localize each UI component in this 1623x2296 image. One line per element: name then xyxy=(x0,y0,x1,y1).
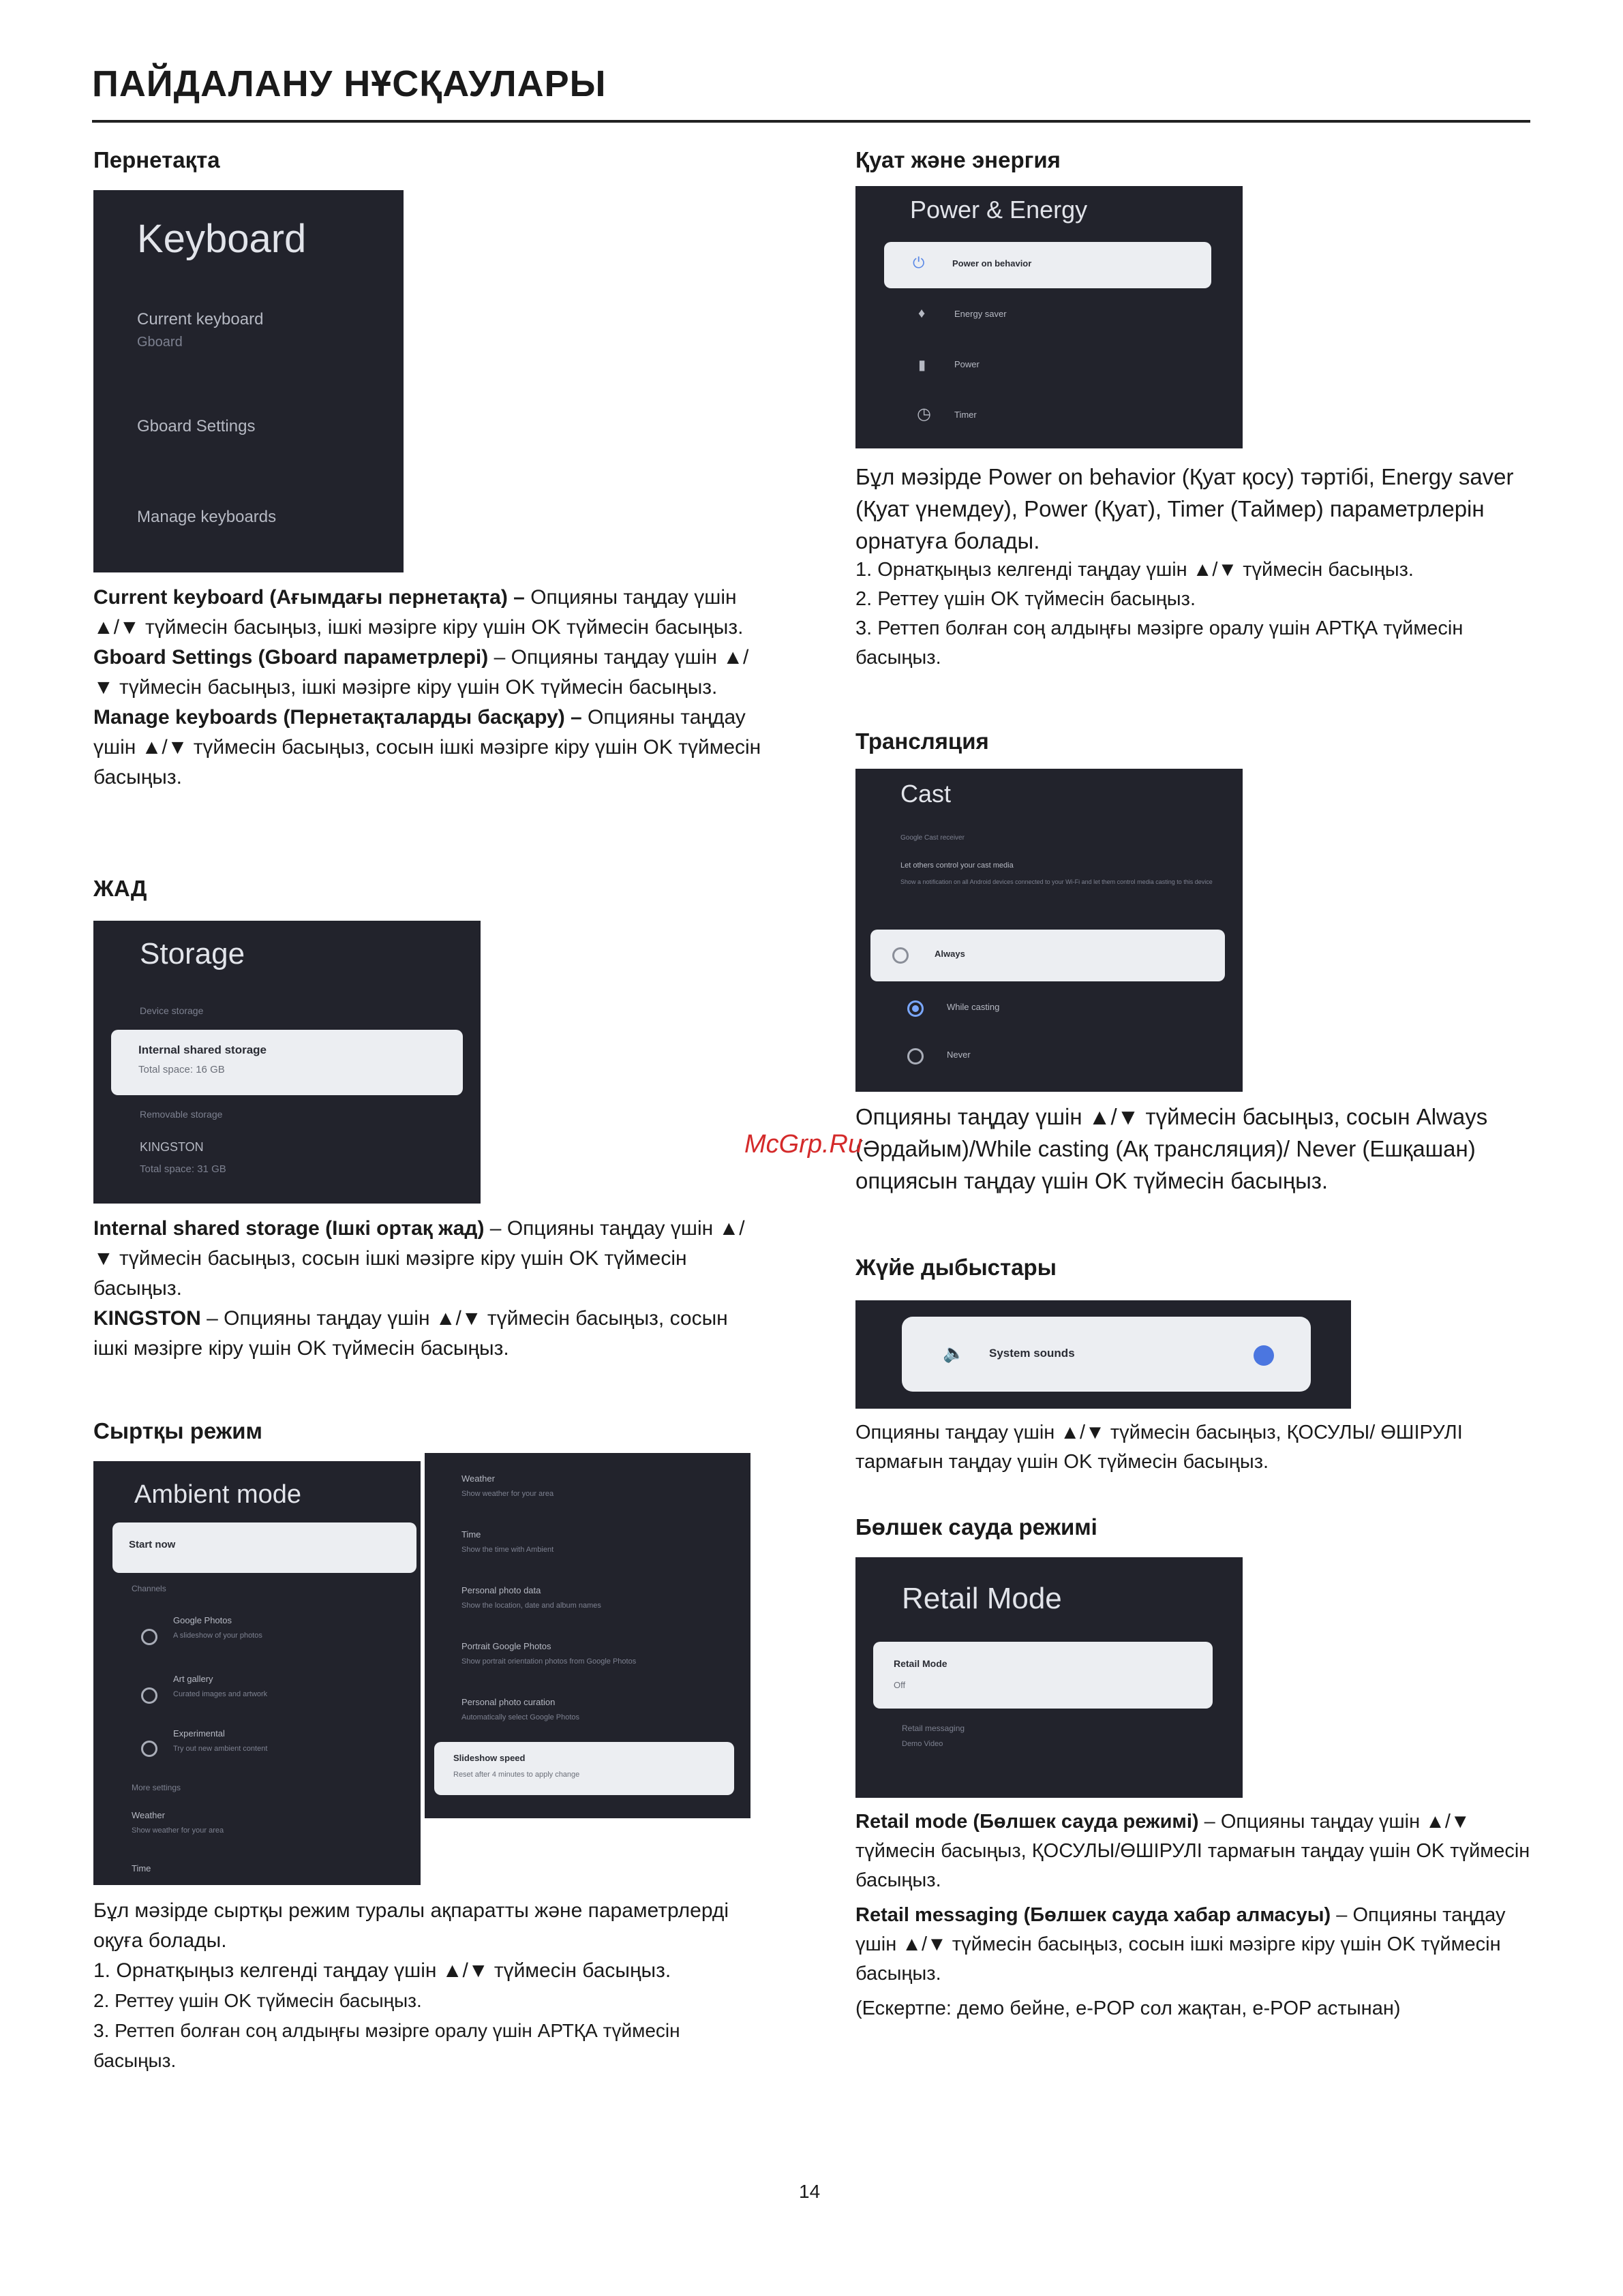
ambient-option-google-photos-radio[interactable] xyxy=(141,1629,157,1645)
storage-screen-title: Storage xyxy=(140,937,245,970)
retail-heading: Бөлшек сауда режимі xyxy=(855,1514,1097,1540)
ambient-option-google-photos[interactable]: Google Photos xyxy=(173,1615,232,1625)
ambient-right-photo-data[interactable]: Personal photo data xyxy=(461,1585,541,1595)
ambient-slideshow-speed-sub: Reset after 4 minutes to apply change xyxy=(453,1771,580,1779)
power-item-energy-saver[interactable]: Energy saver xyxy=(954,309,1007,319)
ambient-section-channels: Channels xyxy=(132,1584,166,1593)
ambient-step-3: 3. Реттеп болған соң алдыңғы мәзірге оралу үшін АРТҚА түймесін басыңыз. xyxy=(93,2020,680,2071)
retail-screenshot xyxy=(855,1557,1243,1798)
ambient-heading: Сыртқы режим xyxy=(93,1418,262,1443)
keyboard-p2-bold: Gboard Settings (Gboard параметрлері) xyxy=(93,646,489,669)
system-sounds-toggle[interactable] xyxy=(1254,1345,1274,1366)
power-steps xyxy=(855,555,1530,673)
ambient-screenshot-right xyxy=(425,1453,750,1818)
keyboard-p2-text: – Опцияны таңдау үшін ▲/▼ түймесін басыңыз, ішкі мәзірге кіру үшін OK түймесін басыңыз. xyxy=(93,646,749,699)
ambient-slideshow-speed-row[interactable] xyxy=(434,1742,734,1795)
retail-p1 xyxy=(855,1807,1530,1895)
cast-while-casting-radio[interactable] xyxy=(907,1000,924,1017)
retail-p1-bold: Retail mode (Бөлшек сауда режимі) xyxy=(855,1811,1199,1833)
retail-messaging-sub: Demo Video xyxy=(902,1740,943,1748)
retail-p1-text: – Опцияны таңдау үшін ▲/▼ түймесін басыңыз, ҚОСУЛЫ/ӨШІРУЛІ тармағын таңдау үшін OK түймесін басыңыз. xyxy=(855,1811,1530,1891)
ambient-right-weather[interactable]: Weather xyxy=(461,1473,495,1484)
storage-p2-text: – Опцияны таңдау үшін ▲/▼ түймесін басыңыз, сосын ішкі мәзірге кіру үшін OK түймесін басыңыз. xyxy=(93,1307,728,1360)
retail-screen-title: Retail Mode xyxy=(902,1582,1062,1615)
title-divider xyxy=(92,120,1530,123)
power-intro: Бұл мәзірде Power on behavior (Қуат қосу) тәртібі, Energy saver (Қуат үнемдеу), Power (Қуат), Timer (Таймер) параметрлерін орнатуға болады. xyxy=(855,464,1514,553)
cast-option-title: Let others control your cast media xyxy=(900,861,1014,870)
ambient-more-time[interactable]: Time xyxy=(132,1863,151,1873)
cast-never-label[interactable]: Never xyxy=(947,1050,971,1060)
storage-p1-text: – Опцияны таңдау үшін ▲/▼ түймесін басыңыз, сосын ішкі мәзірге кіру үшін OK түймесін басыңыз. xyxy=(93,1217,745,1300)
keyboard-screenshot xyxy=(93,190,404,572)
ambient-start-now-label: Start now xyxy=(129,1539,176,1550)
ambient-right-photo-data-sub: Show the location, date and album names xyxy=(461,1602,601,1610)
cast-screenshot xyxy=(855,769,1243,1092)
cast-screen-title: Cast xyxy=(900,780,952,808)
page-number: 14 xyxy=(799,2181,821,2202)
energy-saver-icon: ♦ xyxy=(918,306,926,321)
keyboard-p1-text: Опцияны таңдау үшін ▲/▼ түймесін басыңыз, ішкі мәзірге кіру үшін OK түймесін басыңыз. xyxy=(93,586,744,639)
timer-icon: ◷ xyxy=(917,405,931,423)
storage-selected-row[interactable] xyxy=(111,1030,463,1095)
keyboard-p2 xyxy=(93,643,761,703)
sounds-heading: Жүйе дыбыстары xyxy=(855,1255,1057,1280)
ambient-intro: Бұл мәзірде сыртқы режим туралы ақпаратты және параметрлерді оқуға болады. xyxy=(93,1899,729,1952)
ambient-option-experimental-radio[interactable] xyxy=(141,1741,157,1757)
ambient-slideshow-speed-label: Slideshow speed xyxy=(453,1753,526,1763)
retail-description xyxy=(855,1807,1530,2023)
power-screen-title: Power & Energy xyxy=(910,196,1088,224)
keyboard-item-current: Current keyboard xyxy=(137,310,264,328)
ambient-description xyxy=(93,1896,748,2076)
power-on-behavior-row[interactable] xyxy=(884,242,1211,288)
ambient-option-art-gallery[interactable]: Art gallery xyxy=(173,1674,213,1684)
cast-always-row[interactable] xyxy=(870,930,1225,981)
power-step-3: 3. Реттеп болған соң алдыңғы мәзірге оралу үшін АРТҚА түймесін басыңыз. xyxy=(855,617,1463,669)
cast-always-radio[interactable] xyxy=(892,947,909,964)
storage-p2 xyxy=(93,1304,748,1364)
ambient-start-now-row[interactable] xyxy=(112,1522,416,1573)
watermark: McGrp.Ru xyxy=(744,1130,863,1159)
cast-heading: Трансляция xyxy=(855,729,989,754)
power-plug-icon: ▮ xyxy=(918,358,926,373)
keyboard-item-gboard-settings: Gboard Settings xyxy=(137,417,256,435)
cast-never-radio[interactable] xyxy=(907,1048,924,1065)
ambient-right-portrait-sub: Show portrait orientation photos from Google Photos xyxy=(461,1657,637,1666)
power-on-behavior-label: Power on behavior xyxy=(952,258,1032,269)
cast-always-label: Always xyxy=(935,949,965,959)
ambient-step-2: 2. Реттеу үшін OK түймесін басыңыз. xyxy=(93,1990,422,2011)
storage-p1 xyxy=(93,1214,748,1304)
sounds-description: Опцияны таңдау үшін ▲/▼ түймесін басыңыз, ҚОСУЛЫ/ ӨШІРУЛІ тармағын таңдау үшін OK түймесін басыңыз. xyxy=(855,1422,1463,1473)
storage-selected-label: Internal shared storage xyxy=(138,1043,267,1056)
power-step-2: 2. Реттеу үшін OK түймесін басыңыз. xyxy=(855,588,1196,610)
system-sounds-row[interactable] xyxy=(902,1317,1311,1392)
ambient-step-1: 1. Орнатқыңыз келгенді таңдау үшін ▲/▼ түймесін басыңыз. xyxy=(93,1959,671,1982)
power-icon: ⏻ xyxy=(913,254,925,271)
storage-description xyxy=(93,1214,748,1364)
storage-screenshot xyxy=(93,921,481,1204)
keyboard-p1-bold: Current keyboard (Ағымдағы пернетақта) – xyxy=(93,586,525,609)
ambient-right-time[interactable]: Time xyxy=(461,1529,481,1540)
sounds-screenshot xyxy=(855,1300,1351,1409)
retail-mode-row[interactable] xyxy=(873,1642,1213,1709)
power-item-power[interactable]: Power xyxy=(954,359,980,369)
keyboard-item-manage: Manage keyboards xyxy=(137,508,277,526)
power-heading: Қуат және энергия xyxy=(855,147,1061,172)
ambient-option-experimental-sub: Try out new ambient content xyxy=(173,1745,268,1753)
ambient-section-more: More settings xyxy=(132,1783,181,1792)
ambient-more-weather-sub: Show weather for your area xyxy=(132,1826,224,1835)
sound-icon: 🔈 xyxy=(943,1343,965,1363)
keyboard-heading: Пернетақта xyxy=(93,147,220,172)
power-item-timer[interactable]: Timer xyxy=(954,410,977,420)
power-screenshot xyxy=(855,186,1243,448)
power-step-1: 1. Орнатқыңыз келгенді таңдау үшін ▲/▼ түймесін басыңыз. xyxy=(855,559,1414,581)
system-sounds-label: System sounds xyxy=(989,1347,1075,1360)
page-title: ПАЙДАЛАНУ НҰСҚАУЛАРЫ xyxy=(92,63,607,104)
ambient-screenshot-left xyxy=(93,1461,421,1885)
ambient-right-portrait[interactable]: Portrait Google Photos xyxy=(461,1641,551,1651)
retail-messaging-item[interactable]: Retail messaging xyxy=(902,1724,965,1733)
ambient-more-weather[interactable]: Weather xyxy=(132,1810,165,1820)
retail-p2-text: – Опцияны таңдау үшін ▲/▼ түймесін басыңыз, сосын ішкі мәзірге кіру үшін OK түймесін басыңыз. xyxy=(855,1904,1506,1985)
ambient-option-art-gallery-sub: Curated images and artwork xyxy=(173,1690,268,1698)
ambient-right-time-sub: Show the time with Ambient xyxy=(461,1546,554,1554)
storage-heading: ЖАД xyxy=(93,876,147,901)
retail-p2 xyxy=(855,1901,1530,1989)
storage-section-device: Device storage xyxy=(140,1005,204,1016)
keyboard-p1 xyxy=(93,583,761,643)
keyboard-description xyxy=(93,583,761,793)
ambient-right-weather-sub: Show weather for your area xyxy=(461,1490,554,1498)
cast-screen-subtitle: Google Cast receiver xyxy=(900,834,965,842)
keyboard-screen-title: Keyboard xyxy=(137,217,307,261)
cast-option-desc: Show a notification on all Android devices connected to your Wi-Fi and let them control media casting to this device xyxy=(900,878,1213,885)
keyboard-p3 xyxy=(93,703,761,793)
retail-mode-sub: Off xyxy=(894,1680,906,1690)
ambient-option-google-photos-sub: A slideshow of your photos xyxy=(173,1632,262,1640)
ambient-screen-title: Ambient mode xyxy=(134,1480,302,1509)
storage-section-removable: Removable storage xyxy=(140,1109,223,1120)
retail-p2-bold: Retail messaging (Бөлшек сауда хабар алмасуы) xyxy=(855,1904,1331,1926)
storage-item-kingston-sub: Total space: 31 GB xyxy=(140,1163,226,1175)
ambient-option-art-gallery-radio[interactable] xyxy=(141,1687,157,1704)
keyboard-p3-bold: Manage keyboards (Пернетақталарды басқару) – xyxy=(93,706,582,729)
cast-description: Опцияны таңдау үшін ▲/▼ түймесін басыңыз, сосын Always (Әрдайым)/While casting (Ақ трансляция)/ Never (Ешқашан) опциясын таңдау үшін OK түймесін басыңыз. xyxy=(855,1104,1488,1193)
ambient-right-curation[interactable]: Personal photo curation xyxy=(461,1697,556,1707)
retail-mode-label: Retail Mode xyxy=(894,1658,947,1669)
storage-p1-bold: Internal shared storage (Ішкі ортақ жад) xyxy=(93,1217,485,1240)
ambient-option-experimental[interactable]: Experimental xyxy=(173,1728,225,1739)
retail-note: (Ескертпе: демо бейне, e-POP сол жақтан, e-POP астынан) xyxy=(855,1997,1401,2019)
storage-p2-bold: KINGSTON xyxy=(93,1307,201,1330)
cast-while-casting-label[interactable]: While casting xyxy=(947,1002,1000,1012)
keyboard-p3-text: Опцияны таңдау үшін ▲/▼ түймесін басыңыз, сосын ішкі мәзірге кіру үшін OK түймесін басыңыз. xyxy=(93,706,761,789)
storage-item-kingston[interactable]: KINGSTON xyxy=(140,1140,204,1154)
storage-selected-sub: Total space: 16 GB xyxy=(138,1064,225,1075)
keyboard-item-current-sub: Gboard xyxy=(137,335,183,350)
ambient-right-curation-sub: Automatically select Google Photos xyxy=(461,1713,580,1721)
